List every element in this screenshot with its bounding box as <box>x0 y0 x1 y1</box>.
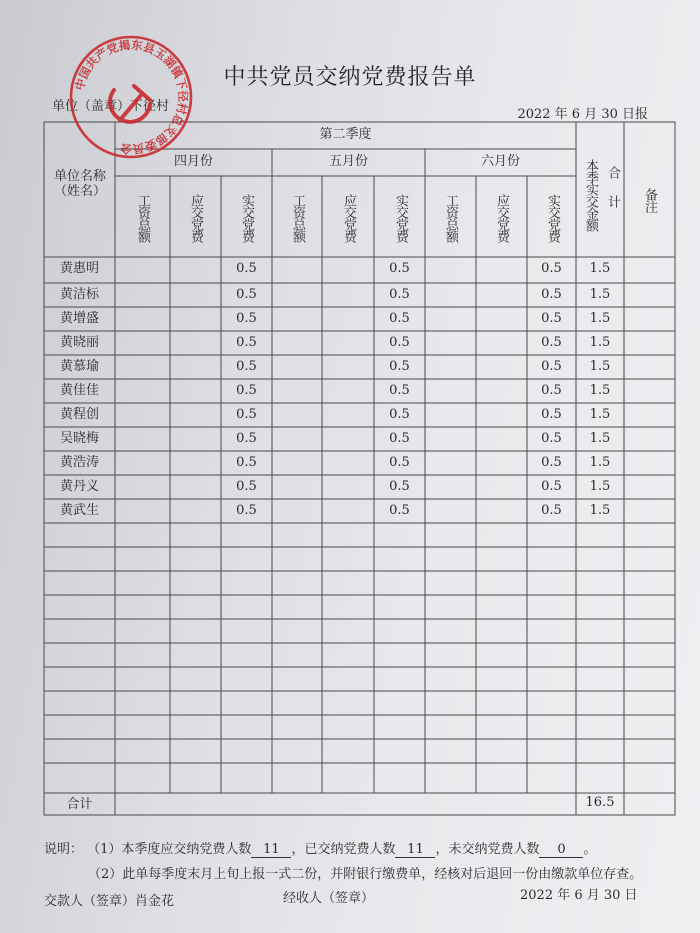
row-may-paid: 0.5 <box>389 479 410 494</box>
row-jun-paid: 0.5 <box>541 407 562 422</box>
row-apr-paid: 0.5 <box>236 261 257 276</box>
row-may-paid: 0.5 <box>389 455 410 470</box>
row-may-paid: 0.5 <box>389 503 410 518</box>
row-jun-paid: 0.5 <box>541 479 562 494</box>
unit-name: 下径村 <box>130 99 170 114</box>
header-jun-paid: 实交党费 <box>544 194 560 242</box>
note-1-text-a: （1）本季度应交纳党费人数 <box>87 842 252 857</box>
note-2: （2）此单每季度末月上旬上报一式二份，并附银行缴费单，经核对后退回一份由缴款单位存查。 <box>88 867 643 882</box>
row-quarter-total: 1.5 <box>589 261 611 276</box>
note-1-text-c: ，未交纳党费人数 <box>435 842 540 857</box>
hammer-sickle-icon <box>110 86 150 122</box>
header-total-word: 合计 <box>604 165 620 224</box>
row-jun-paid: 0.5 <box>541 311 562 326</box>
report-date: 2022 年 6 月 30 日报 <box>517 107 648 122</box>
sum-value: 16.5 <box>585 795 615 810</box>
row-quarter-total: 1.5 <box>589 311 611 326</box>
note-1-due-count: 11 <box>251 842 291 858</box>
row-name: 黄洁标 <box>59 287 99 302</box>
payer-name: 肖金花 <box>135 894 175 909</box>
row-quarter-total: 1.5 <box>589 287 611 302</box>
header-may-wage: 工资总额 <box>289 194 305 242</box>
party-stamp <box>66 32 196 162</box>
header-unit-name: 单位名称（姓名） <box>53 169 106 199</box>
row-may-paid: 0.5 <box>389 261 410 276</box>
header-jun-due: 应交党费 <box>493 194 509 242</box>
row-may-paid: 0.5 <box>389 431 410 446</box>
header-apr-paid: 实交党费 <box>238 194 254 242</box>
row-apr-paid: 0.5 <box>236 407 257 422</box>
row-jun-paid: 0.5 <box>541 431 562 446</box>
row-jun-paid: 0.5 <box>541 359 562 374</box>
receiver-label: 经收人（签章） <box>283 891 375 906</box>
row-apr-paid: 0.5 <box>236 431 257 446</box>
header-quarter-total: 本季实交金额 <box>582 158 598 231</box>
sum-label: 合计 <box>66 797 93 812</box>
row-apr-paid: 0.5 <box>236 455 257 470</box>
header-month-april: 四月份 <box>173 154 213 169</box>
row-may-paid: 0.5 <box>389 335 410 350</box>
row-name: 黄晓丽 <box>59 335 99 350</box>
header-month-may: 五月份 <box>328 154 368 169</box>
row-name: 黄佳佳 <box>59 383 99 398</box>
row-apr-paid: 0.5 <box>236 335 257 350</box>
row-name: 黄丹义 <box>59 479 99 494</box>
payer-label: 交款人（签章） <box>44 894 136 909</box>
header-may-paid: 实交党费 <box>392 194 408 242</box>
row-apr-paid: 0.5 <box>236 311 257 326</box>
row-may-paid: 0.5 <box>389 287 410 302</box>
row-jun-paid: 0.5 <box>541 503 562 518</box>
row-may-paid: 0.5 <box>389 407 410 422</box>
row-may-paid: 0.5 <box>389 359 410 374</box>
row-apr-paid: 0.5 <box>236 479 257 494</box>
header-jun-wage: 工资总额 <box>442 194 458 242</box>
row-jun-paid: 0.5 <box>541 287 562 302</box>
row-quarter-total: 1.5 <box>589 335 611 350</box>
row-quarter-total: 1.5 <box>589 503 611 518</box>
header-apr-wage: 工资总额 <box>134 194 150 242</box>
stamp-text: 中国共产党揭东县玉湖镇下径村总支部委员会 <box>72 37 191 157</box>
note-1-paid-count: 11 <box>395 842 435 858</box>
header-apr-due: 应交党费 <box>187 194 203 242</box>
row-name: 黄武生 <box>59 503 99 518</box>
row-apr-paid: 0.5 <box>236 503 257 518</box>
row-jun-paid: 0.5 <box>541 383 562 398</box>
row-may-paid: 0.5 <box>389 311 410 326</box>
row-jun-paid: 0.5 <box>541 335 562 350</box>
row-quarter-total: 1.5 <box>589 383 611 398</box>
payer-line <box>44 890 174 909</box>
row-jun-paid: 0.5 <box>541 261 562 276</box>
note-1 <box>44 838 596 858</box>
row-jun-paid: 0.5 <box>541 455 562 470</box>
row-may-paid: 0.5 <box>389 383 410 398</box>
row-quarter-total: 1.5 <box>589 455 611 470</box>
row-name: 黄慕瑜 <box>59 359 99 374</box>
header-remark: 备注 <box>641 188 657 212</box>
header-may-due: 应交党费 <box>340 194 356 242</box>
row-name: 黄惠明 <box>59 261 99 276</box>
page-title: 中共党员交纳党费报告单 <box>223 65 477 90</box>
row-apr-paid: 0.5 <box>236 359 257 374</box>
note-1-unpaid-count: 0 <box>539 842 583 858</box>
row-quarter-total: 1.5 <box>589 407 611 422</box>
header-month-june: 六月份 <box>480 154 520 169</box>
note-1-text-d: 。 <box>583 842 597 857</box>
row-name: 吴晓梅 <box>59 431 99 446</box>
row-apr-paid: 0.5 <box>236 287 257 302</box>
header-quarter: 第二季度 <box>319 127 372 142</box>
note-1-text-b: ，已交纳党费人数 <box>291 842 396 857</box>
row-apr-paid: 0.5 <box>236 383 257 398</box>
row-quarter-total: 1.5 <box>589 479 611 494</box>
unit-label: 单位（盖章） <box>52 99 131 114</box>
row-quarter-total: 1.5 <box>589 431 611 446</box>
row-name: 黄增盛 <box>59 311 99 326</box>
row-name: 黄浩涛 <box>59 455 99 470</box>
row-quarter-total: 1.5 <box>589 359 611 374</box>
row-name: 黄程创 <box>59 407 99 422</box>
footer-date: 2022 年 6 月 30 日 <box>520 888 638 903</box>
note-lead: 说明： <box>44 842 84 857</box>
